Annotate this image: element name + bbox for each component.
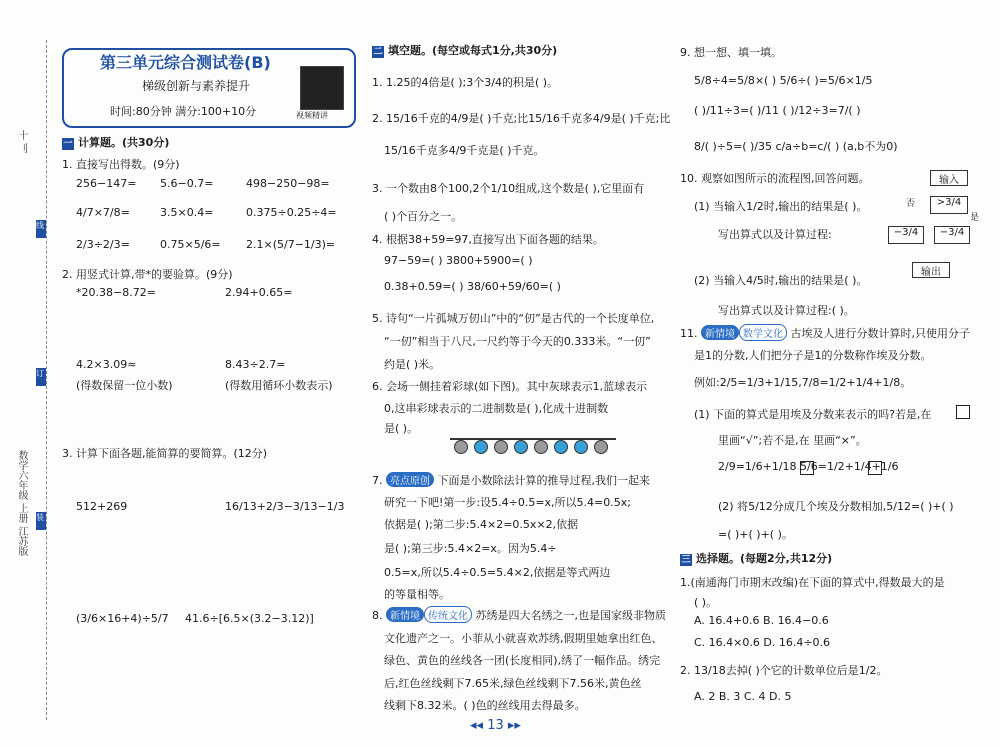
c3-line: 例如:2/5=1/3+1/15,7/8=1/2+1/4+1/8。 xyxy=(694,376,912,389)
flow-no-label: 否 xyxy=(906,199,916,209)
c3-line: C. 16.4×0.6 D. 16.4÷0.6 xyxy=(694,636,831,649)
c3-line: 写出算式以及计算过程:( )。 xyxy=(718,304,855,317)
fill-line: ( )个百分之一。 xyxy=(384,210,463,223)
q7-number: 7. xyxy=(372,474,383,487)
fill-line: 下面是小数除法计算的推导过程,我们一起来 xyxy=(437,474,650,487)
section-2-title: 填空题。(每空或每式1分,共30分) xyxy=(388,44,558,57)
fill-line: 5. 诗句“一片孤城万仞山”中的“仞”是古代的一个长度单位, xyxy=(372,312,655,325)
q2-note: (得数保留一位小数) xyxy=(76,379,173,392)
q11-label xyxy=(680,324,970,341)
q8-number: 8. xyxy=(372,609,383,622)
q3-item: 41.6÷[6.5×(3.2−3.12)] xyxy=(185,612,314,625)
q1-item: 5.6−0.7= xyxy=(160,177,214,190)
fill-line: 0.5=x,所以5.4÷0.5=5.4×2,依据是等式两边 xyxy=(384,566,611,579)
binding-mark-line: 线 xyxy=(36,220,46,238)
fill-line: 的等量相等。 xyxy=(384,588,450,601)
bead-gray xyxy=(494,440,508,454)
bead-blue xyxy=(554,440,568,454)
bead-gray xyxy=(454,440,468,454)
flow-op2: −3/4 xyxy=(934,226,970,244)
q3-item: 512+269 xyxy=(76,500,128,513)
fill-line: 1. 1.25的4倍是( );3个3/4的积是( )。 xyxy=(372,76,559,89)
c3-line: (2) 当输入4/5时,输出的结果是( )。 xyxy=(694,274,868,287)
exam-meta: 时间:80分钟 满分:100+10分 xyxy=(110,105,257,118)
q8-label xyxy=(372,606,666,623)
qr-code[interactable] xyxy=(300,66,344,110)
flow-output: 输出 xyxy=(912,262,950,278)
c3-line: 古埃及人进行分数计算时,只使用分子 xyxy=(790,327,970,340)
brand-label: 数学六年级 上册 江苏版 xyxy=(16,450,27,557)
tag-culture: 传统文化 xyxy=(424,606,472,623)
fill-line: 线剩下8.32米。( )色的丝线用去得最多。 xyxy=(384,699,586,712)
fill-line: 0.38+0.59=( ) 38/60+59/60=( ) xyxy=(384,280,561,293)
section-3-heading xyxy=(680,550,832,566)
tag-new-context: 新情境 xyxy=(701,325,739,340)
tag-math-culture: 数学文化 xyxy=(739,324,787,341)
c3-line: A. 2 B. 3 C. 4 D. 5 xyxy=(694,690,792,703)
bead-gray xyxy=(534,440,548,454)
binding-mark-order: 订 xyxy=(36,368,46,386)
fill-line: 是( )。 xyxy=(384,422,419,435)
fill-line: 后,红色丝线剩下7.65米,绿色丝线剩下7.56米,黄色丝 xyxy=(384,677,642,690)
q3-title: 3. 计算下面各题,能简算的要简算。(12分) xyxy=(62,447,268,460)
fill-line: 研究一下吧!第一步:设5.4÷0.5=x,所以5.4=0.5x; xyxy=(384,496,631,509)
c3-line: (1) 当输入1/2时,输出的结果是( )。 xyxy=(694,200,868,213)
fill-line: 是( );第三步:5.4×2=x。因为5.4÷ xyxy=(384,542,557,555)
c3-line: =( )+( )+( )。 xyxy=(718,528,793,541)
q2-note: (得数用循环小数表示) xyxy=(225,379,333,392)
fill-line: 依据是( );第二步:5.4×2=0.5x×2,依据 xyxy=(384,518,579,531)
fill-line: 苏绣是四大名绣之一,也是国家级非物质 xyxy=(475,609,666,622)
tag-new-context: 新情境 xyxy=(386,607,424,622)
q1-item: 4/7×7/8= xyxy=(76,206,130,219)
bead-blue xyxy=(474,440,488,454)
section-3-title: 选择题。(每题2分,共12分) xyxy=(696,552,833,565)
fill-line: 文化遗产之一。小菲从小就喜欢苏绣,假期里她拿出红色、 xyxy=(384,632,663,645)
c3-line: 里画“√”;若不是,在 里画“×”。 xyxy=(718,434,867,447)
fill-line: 绿色、黄色的丝线各一团(长度相同),绣了一幅作品。绣完 xyxy=(384,654,661,667)
section-3-badge: 三 xyxy=(681,555,691,565)
binding-fragment-top: 十 刂 xyxy=(16,130,27,154)
fill-line: 3. 一个数由8个100,2个1/10组成,这个数是( ),它里面有 xyxy=(372,182,645,195)
q2-title: 2. 用竖式计算,带*的要验算。(9分) xyxy=(62,268,233,281)
qr-label: 视频精讲 xyxy=(296,111,328,120)
q1-item: 498−250−98= xyxy=(246,177,330,190)
c3-line: (2) 将5/12分成几个埃及分数相加,5/12=( )+( ) xyxy=(718,500,954,513)
c3-line: 1.(南通海门市期末改编)在下面的算式中,得数最大的是 xyxy=(680,576,945,589)
fill-line: 97−59=( ) 3800+5900=( ) xyxy=(384,254,533,267)
flow-input: 输入 xyxy=(930,170,968,186)
flow-check: >3/4 xyxy=(930,196,968,214)
c3-line: 2. 13/18去掉( )个它的计数单位后是1/2。 xyxy=(680,664,888,677)
q11-number: 11. xyxy=(680,327,698,340)
binding-strip xyxy=(0,0,48,747)
q3-item: (3/6×16+4)÷5/7 xyxy=(76,612,169,625)
c3-line: ( )。 xyxy=(694,596,718,609)
fill-line: “一仞”相当于八尺,一尺约等于今天的0.333米。“一仞” xyxy=(384,335,651,348)
q1-item: 0.75×5/6= xyxy=(160,238,221,251)
page-title: 第三单元综合测试卷(B) xyxy=(100,53,271,72)
bead-blue xyxy=(574,440,588,454)
flow-op1: −3/4 xyxy=(888,226,924,244)
fill-line: 0,这串彩球表示的二进制数是( ),化成十进制数 xyxy=(384,402,609,415)
bead-string xyxy=(450,438,616,440)
section-2-heading xyxy=(372,42,557,58)
c3-line: 8/( )÷5=( )/35 c/a÷b=c/( ) (a,b不为0) xyxy=(694,140,898,153)
c3-line: 写出算式以及计算过程: xyxy=(718,228,832,241)
c3-line: 2/9=1/6+1/18 5/6=1/2+1/4+1/6 xyxy=(718,460,899,473)
q3-item: 16/13+2/3−3/13−1/3 xyxy=(225,500,345,513)
answer-box[interactable] xyxy=(956,405,970,419)
binding-dashed-line xyxy=(46,40,48,720)
q1-item: 2.1×(5/7−1/3)= xyxy=(246,238,336,251)
q1-title: 1. 直接写出得数。(9分) xyxy=(62,158,180,171)
bead-gray xyxy=(594,440,608,454)
fill-line: 4. 根据38+59=97,直接写出下面各题的结果。 xyxy=(372,233,604,246)
page-number-value: 13 xyxy=(487,718,504,733)
fill-line: 6. 会场一侧挂着彩球(如下图)。其中灰球表示1,蓝球表示 xyxy=(372,380,648,393)
q1-item: 256−147= xyxy=(76,177,137,190)
c3-line: 9. 想一想、填一填。 xyxy=(680,46,782,59)
section-2-badge: 二 xyxy=(373,47,383,57)
section-1-heading xyxy=(62,134,169,150)
section-1-title: 计算题。(共30分) xyxy=(78,136,170,149)
q2-item: 2.94+0.65= xyxy=(225,286,293,299)
fill-line: 约是( )米。 xyxy=(384,358,441,371)
answer-box[interactable] xyxy=(868,461,882,475)
fill-line: 2. 15/16千克的4/9是( )千克;比15/16千克多4/9是( )千克;比 xyxy=(372,112,671,125)
q2-item: 4.2×3.09≈ xyxy=(76,358,137,371)
page-number: ◂◂ 13 ▸▸ xyxy=(470,718,521,733)
section-1-badge: 一 xyxy=(63,139,73,149)
c3-line: 5/8÷4=5/8×( ) 5/6÷( )=5/6×1/5 xyxy=(694,74,873,87)
q2-item: *20.38−8.72= xyxy=(76,286,156,299)
page-subtitle: 梯级创新与素养提升 xyxy=(142,79,251,93)
c3-line: ( )/11÷3=( )/11 ( )/12÷3=7/( ) xyxy=(694,104,861,117)
q2-item: 8.43÷2.7= xyxy=(225,358,286,371)
flow-yes-label: 是 xyxy=(970,213,980,223)
c3-line: (1) 下面的算式是用埃及分数来表示的吗?若是,在 xyxy=(694,408,932,421)
q1-item: 3.5×0.4= xyxy=(160,206,214,219)
c3-line: 10. 观察如图所示的流程图,回答问题。 xyxy=(680,172,870,185)
binding-mark-bind: 装 xyxy=(36,512,46,530)
q7-label xyxy=(372,472,650,488)
q1-item: 0.375÷0.25÷4= xyxy=(246,206,337,219)
c3-line: A. 16.4+0.6 B. 16.4−0.6 xyxy=(694,614,829,627)
q1-item: 2/3÷2/3= xyxy=(76,238,130,251)
tag-original: 亮点原创 xyxy=(386,472,434,487)
fill-line: 15/16千克多4/9千克是( )千克。 xyxy=(384,144,545,157)
bead-blue xyxy=(514,440,528,454)
c3-line: 是1的分数,人们把分子是1的分数称作埃及分数。 xyxy=(694,349,932,362)
answer-box[interactable] xyxy=(800,461,814,475)
